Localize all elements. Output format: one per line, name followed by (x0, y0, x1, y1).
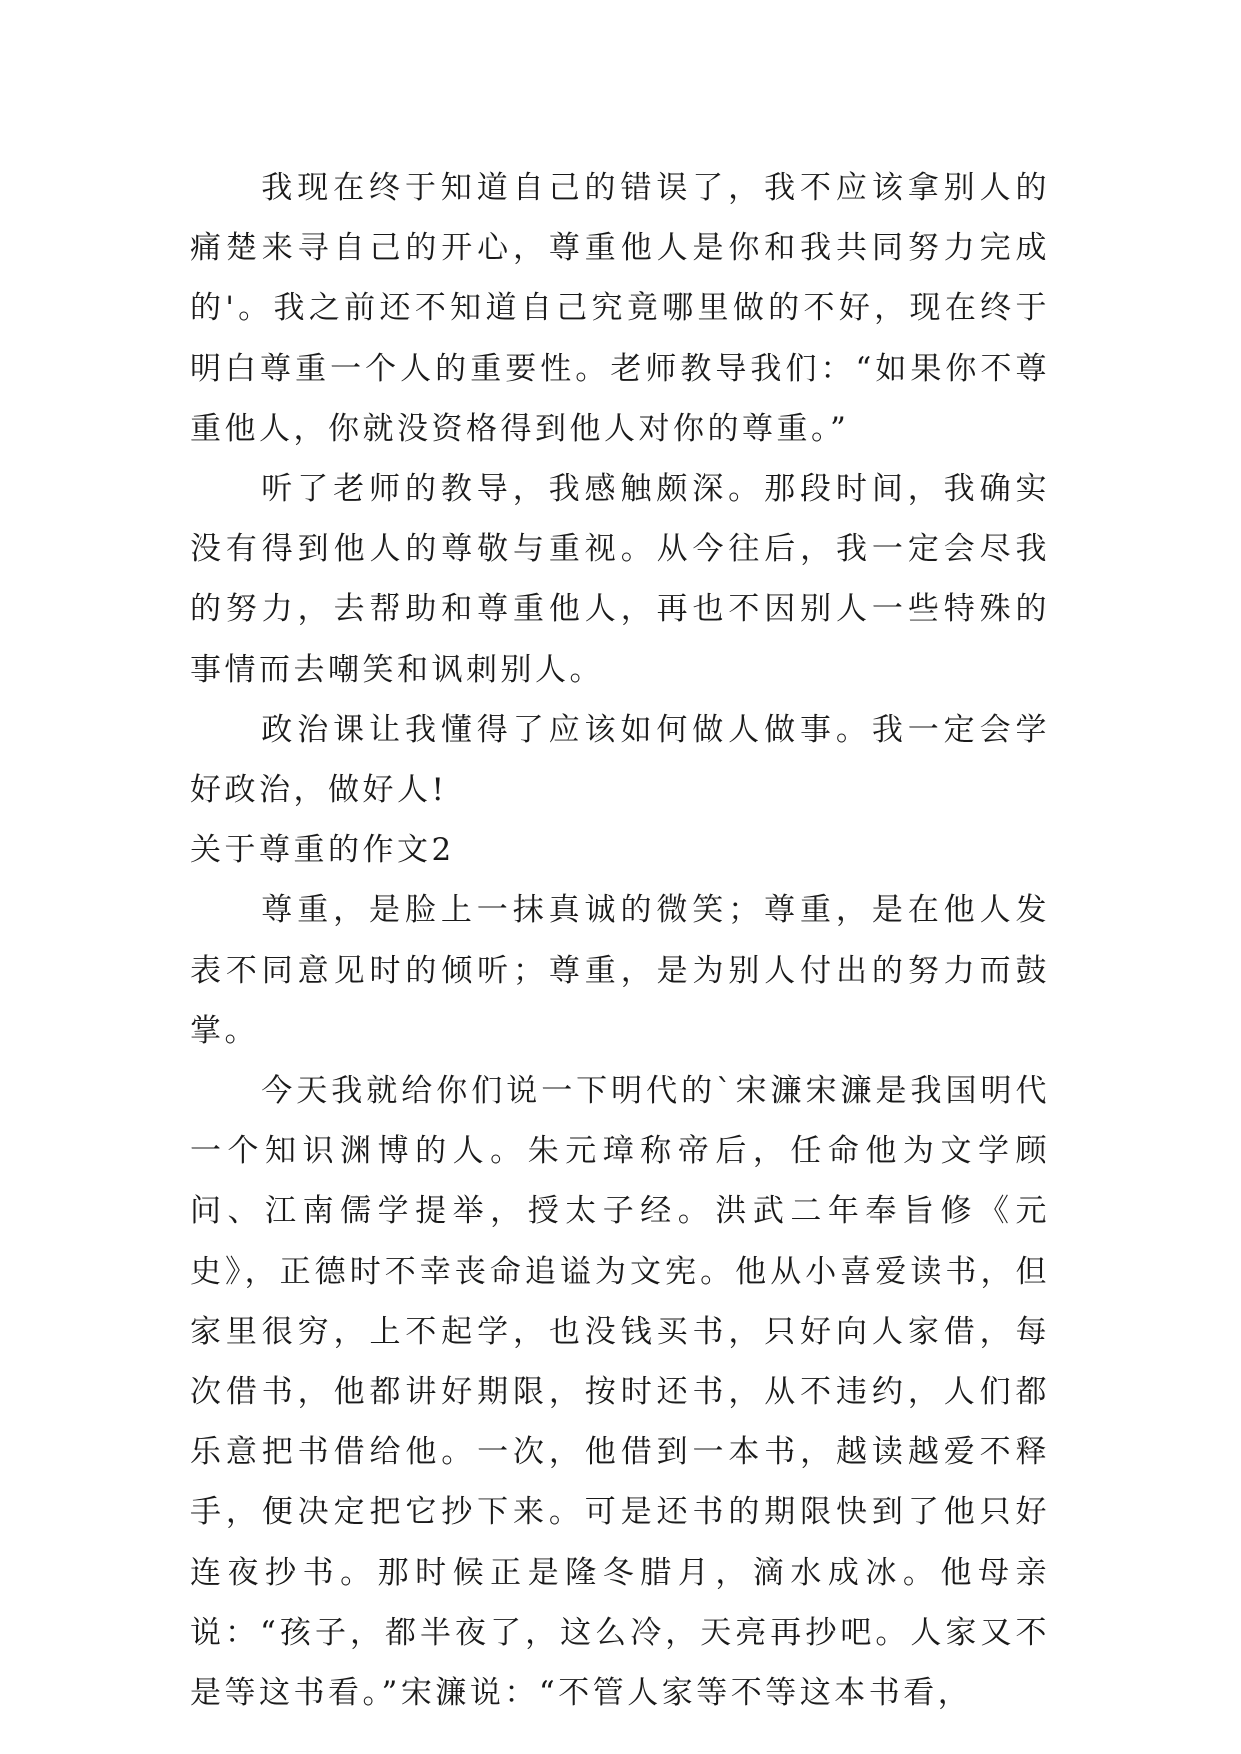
paragraph-4: 尊重，是脸上一抹真诚的微笑；尊重，是在他人发表不同意见时的倾听；尊重，是为别人付出的努力而鼓掌。 (190, 892, 1050, 1049)
paragraph-1: 我现在终于知道自己的错误了，我不应该拿别人的痛楚来寻自己的开心，尊重他人是你和我共同努力完成的'。我之前还不知道自己究竟哪里做的不好，现在终于明白尊重一个人的重要性。老师教导我们：“如果你不尊重他人，你就没资格得到他人对你的尊重。” (190, 170, 1050, 447)
essay-heading: 关于尊重的作文2 (190, 832, 455, 869)
paragraph-2: 听了老师的教导，我感触颇深。那段时间，我确实没有得到他人的尊敬与重视。从今往后，我一定会尽我的努力，去帮助和尊重他人，再也不因别人一些特殊的事情而去嘲笑和讽刺别人。 (190, 471, 1050, 688)
paragraph-3: 政治课让我懂得了应该如何做人做事。我一定会学好政治，做好人! (190, 711, 1050, 809)
document-body (190, 158, 1050, 1723)
paragraph-5: 今天我就给你们说一下明代的`宋濂宋濂是我国明代一个知识渊博的人。朱元璋称帝后，任命他为文学顾问、江南儒学提举，授太子经。洪武二年奉旨修《元史》，正德时不幸丧命追谥为文宪。他从小喜爱读书，但家里很穷，上不起学，也没钱买书，只好向人家借，每次借书，他都讲好期限，按时还书，从不违约，人们都乐意把书借给他。一次，他借到一本书，越读越爱不释手，便决定把它抄下来。可是还书的期限快到了他只好连夜抄书。那时候正是隆冬腊月，滴水成冰。他母亲说：“孩子，都半夜了，这么冷，天亮再抄吧。人家又不是等这书看。”宋濂说：“不管人家等不等这本书看， (190, 1073, 1050, 1712)
